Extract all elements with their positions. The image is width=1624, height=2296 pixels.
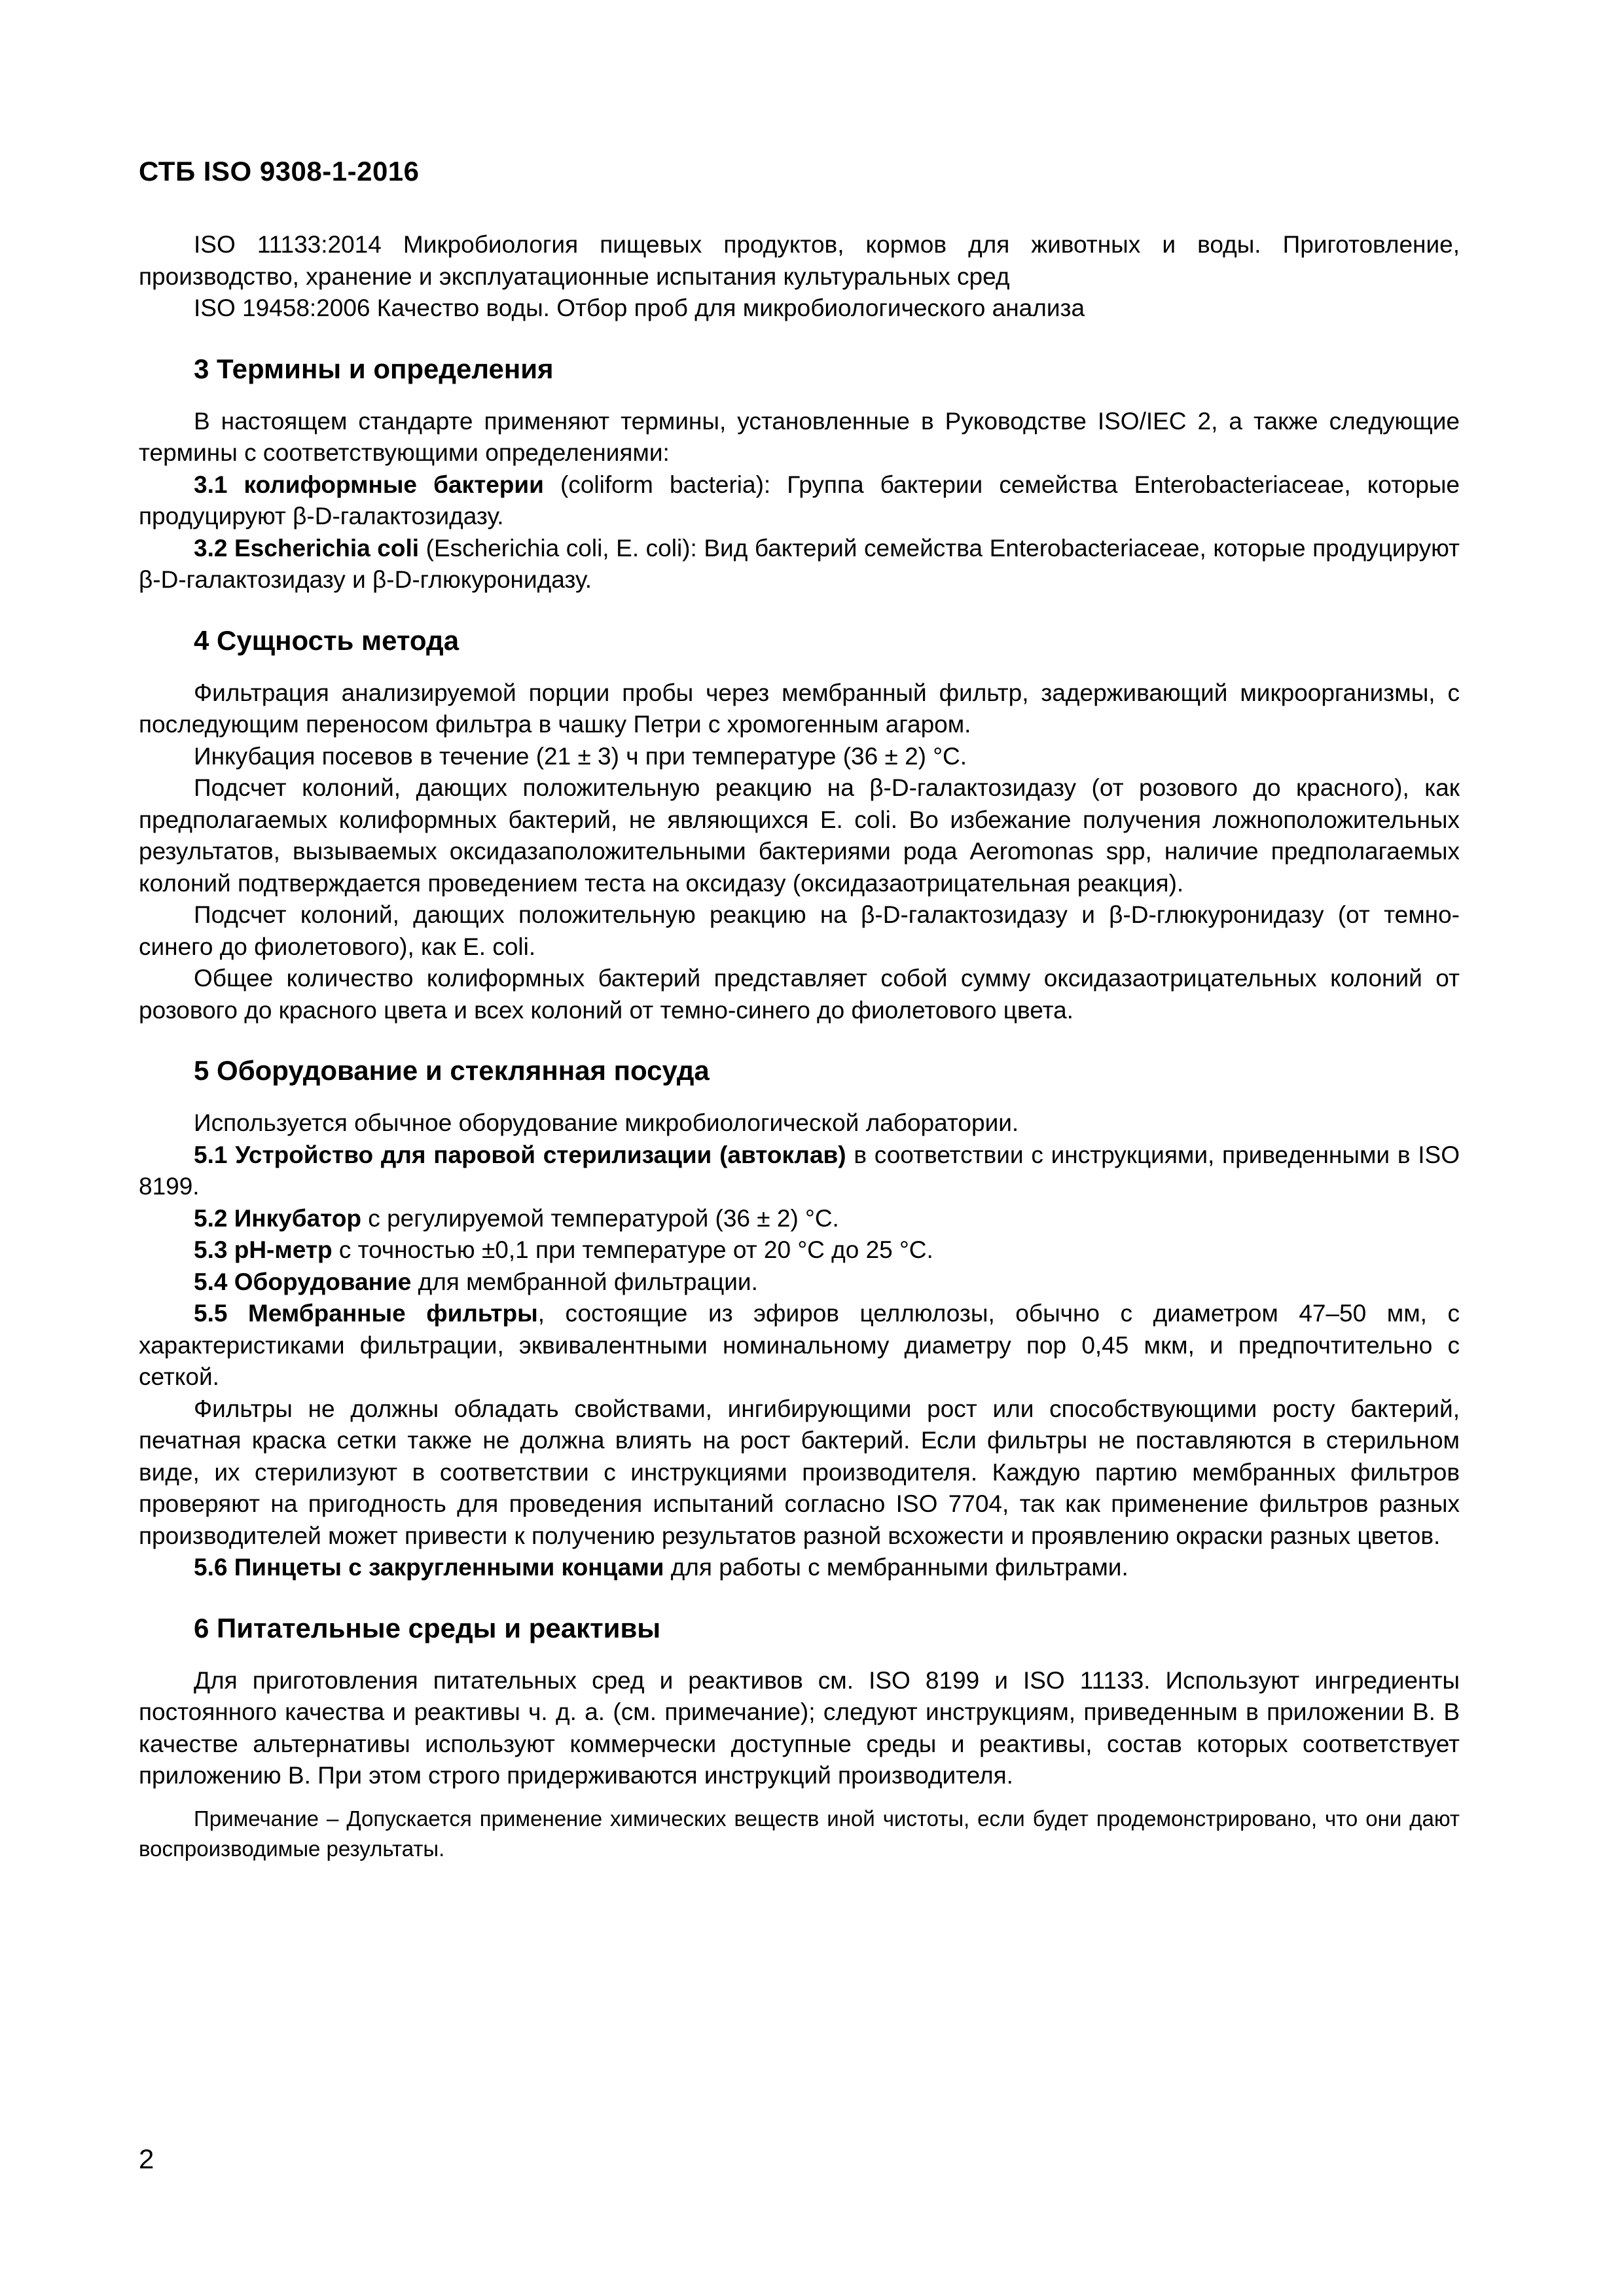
term-3-2 <box>139 533 1460 596</box>
section-5-intro: Используется обычное оборудование микробиологической лаборатории. <box>194 1109 1019 1136</box>
item-5-5-name: 5.5 Мембранные фильтры <box>194 1300 538 1327</box>
item-5-6 <box>139 1552 1460 1584</box>
document-body <box>139 229 1460 1864</box>
reference-iso-11133: ISO 11133:2014 Микробиология пищевых продуктов, кормов для животных и воды. Приготовление, производство, хранение и эксплуатационные испытания культуральных сред <box>139 231 1460 290</box>
item-5-2-text: с регулируемой температурой (36 ± 2) °С. <box>361 1204 839 1232</box>
term-3-1 <box>139 469 1460 533</box>
section-4-paragraph: Подсчет колоний, дающих положительную реакцию на β-D-галактозидазу (от розового до красного), как предполагаемых колиформных бактерий, не являющихся E. coli. Во избежание получения ложноположительных результатов, вызываемых оксидазаположительными бактериями рода Aeromonas spp, наличие предполагаемых колоний подтверждается проведением теста на оксидазу (оксидазаотрицательная реакция). <box>139 774 1460 897</box>
section-6-paragraph: Для приготовления питательных сред и реактивов см. ISO 8199 и ISO 11133. Используют ингредиенты постоянного качества и реактивы ч. д. а. (см. примечание); следуют инструкциям, приведенным в приложении В. В качестве альтернативы используют коммерчески доступные среды и реактивы, состав которых соответствует приложению В. При этом строго придерживаются инструкций производителя. <box>139 1666 1460 1789</box>
item-5-4 <box>139 1266 1460 1299</box>
reference-iso-19458: ISO 19458:2006 Качество воды. Отбор проб для микробиологического анализа <box>194 295 1085 321</box>
item-5-5 <box>139 1298 1460 1393</box>
item-5-2 <box>139 1203 1460 1235</box>
item-5-1-text: в соответствии с инструкциями, приведенными в ISO 8199. <box>139 1141 1460 1200</box>
section-4-title: 4 Сущность метода <box>194 624 460 656</box>
section-3-intro: В настоящем стандарте применяют термины, установленные в Руководстве ISO/IEC 2, а также следующие термины с соответствующими определениями: <box>139 407 1460 466</box>
item-5-3-text: с точностью ±0,1 при температуре от 20 °С до 25 °С. <box>332 1236 933 1263</box>
item-5-6-name: 5.6 Пинцеты с закругленными концами <box>194 1554 664 1581</box>
term-3-2-name: 3.2 Escherichia coli <box>194 534 420 562</box>
term-3-1-definition: (coliform bacteria): Группа бактерии семейства Enterobacteriaceae, которые продуцируют β-D-галактозидазу. <box>139 471 1460 529</box>
item-5-6-text: для работы с мембранными фильтрами. <box>664 1554 1128 1581</box>
item-5-1-name: 5.1 Устройство для паровой стерилизации (автоклав) <box>194 1141 846 1168</box>
section-4-paragraph: Подсчет колоний, дающих положительную реакцию на β-D-галактозидазу и β-D-глюкуронидазу (от темно-синего до фиолетового), как E. coli. <box>139 901 1460 960</box>
section-4-paragraph: Фильтрация анализируемой порции пробы через мембранный фильтр, задерживающий микроорганизмы, с последующим переносом фильтра в чашку Петри с хромогенным агаром. <box>139 679 1460 738</box>
item-5-4-name: 5.4 Оборудование <box>194 1268 412 1295</box>
document-code: СТБ ISO 9308-1-2016 <box>139 156 420 187</box>
section-4-paragraph: Инкубация посевов в течение (21 ± 3) ч при температуре (36 ± 2) °С. <box>194 742 967 770</box>
filters-paragraph: Фильтры не должны обладать свойствами, ингибирующими рост или способствующими росту бактерий, печатная краска сетки также не должна влиять на рост бактерий. Если фильтры не поставляются в стерильном виде, их стерилизуют в соответствии с инструкциями производителя. Каждую партию мембранных фильтров проверяют на пригодность для проведения испытаний согласно ISO 7704, так как применение фильтров разных производителей может привести к получению результатов разной всхожести и проявлению окраски разных цветов. <box>139 1395 1460 1549</box>
section-6-note: Примечание – Допускается применение химических веществ иной чистоты, если будет продемонстрировано, что они дают воспроизводимые результаты. <box>139 1806 1460 1861</box>
section-3-title: 3 Термины и определения <box>194 353 554 384</box>
section-4-paragraph: Общее количество колиформных бактерий представляет собой сумму оксидазаотрицательных колоний от розового до красного цвета и всех колоний от темно-синего до фиолетового цвета. <box>139 965 1460 1024</box>
item-5-3-name: 5.3 рН-метр <box>194 1236 333 1263</box>
item-5-1 <box>139 1139 1460 1203</box>
item-5-3 <box>139 1234 1460 1266</box>
section-6-title: 6 Питательные среды и реактивы <box>194 1612 661 1643</box>
item-5-4-text: для мембранной фильтрации. <box>411 1268 758 1295</box>
term-3-2-definition: (Escherichia coli, E. coli): Вид бактерий семейства Enterobacteriaceae, которые продуцируют β-D-галактозидазу и β-D-глюкуронидазу. <box>139 534 1460 593</box>
section-5-title: 5 Оборудование и стеклянная посуда <box>194 1055 710 1086</box>
item-5-5-text: , состоящие из эфиров целлюлозы, обычно с диаметром 47–50 мм, с характеристиками фильтрации, эквивалентными номинальному диаметру пор 0,45 мкм, и предпочтительно с сеткой. <box>139 1300 1460 1390</box>
term-3-1-name: 3.1 колиформные бактерии <box>194 471 544 498</box>
page-number: 2 <box>139 2144 154 2174</box>
item-5-2-name: 5.2 Инкубатор <box>194 1204 362 1232</box>
